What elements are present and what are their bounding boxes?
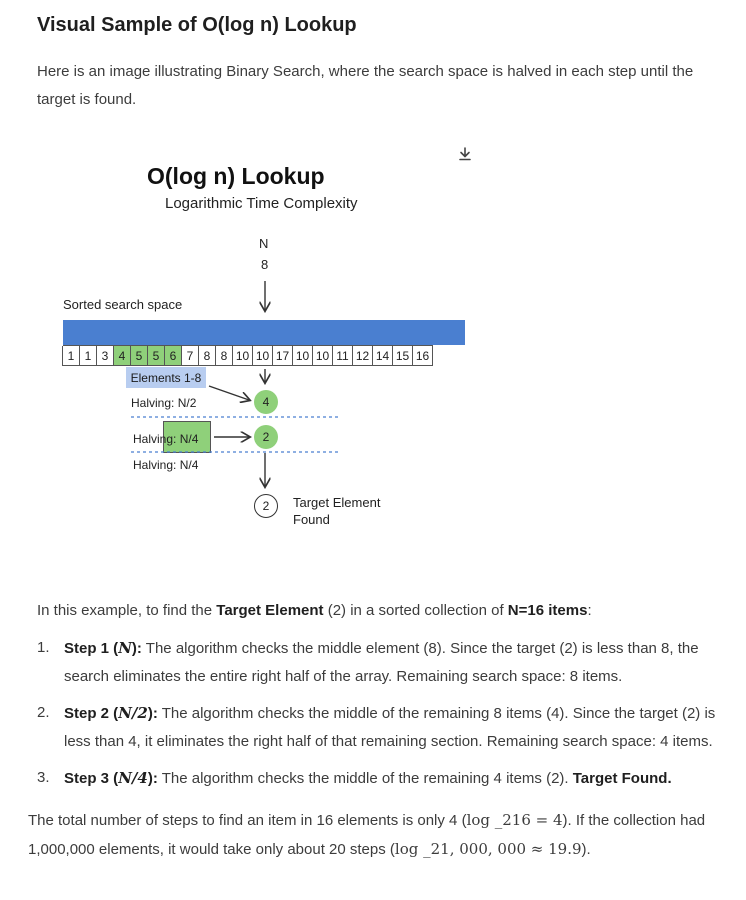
example-paragraph xyxy=(37,602,592,619)
halving-n4-label-2: Halving: N/4 xyxy=(133,458,199,472)
array-cell: 10 xyxy=(252,346,273,366)
arrow-to-4 xyxy=(209,386,249,400)
target-found-line2: Found xyxy=(293,512,330,527)
array-cell: 14 xyxy=(372,346,393,366)
target-found-line1: Target Element xyxy=(293,495,381,510)
step-text: The algorithm checks the middle of the remaining 8 items (4). Since the target (2) is less than 4, it eliminates the right half of that remaining section. Remaining search space: 4 items. xyxy=(64,705,716,750)
array-cell: 11 xyxy=(332,346,353,366)
step-label: Step 1 (N): xyxy=(64,639,142,657)
array-cell: 3 xyxy=(96,346,114,366)
array-cell: 8 xyxy=(198,346,216,366)
elements-range-label: Elements 1-8 xyxy=(126,367,206,388)
para-mid: (2) in a sorted collection of xyxy=(323,602,508,619)
list-item xyxy=(37,764,737,793)
step-text: The algorithm checks the middle of the remaining 4 items (2). xyxy=(157,770,573,787)
halving-n2-label: Halving: N/2 xyxy=(131,396,197,410)
array-cell: 10 xyxy=(312,346,333,366)
step-label: Step 3 (N/4): xyxy=(64,769,158,787)
target-found-label xyxy=(293,494,380,528)
para-target: Target Element xyxy=(216,602,324,619)
section-heading: Visual Sample of O(log n) Lookup xyxy=(37,14,357,36)
step-text: The algorithm checks the middle element (8). Since the target (2) is less than 8, the search eliminates the entire right half of the array. Remaining search space: 8 items. xyxy=(64,640,699,685)
array-cell: 10 xyxy=(232,346,253,366)
figure-subtitle: Logarithmic Time Complexity xyxy=(165,195,358,212)
array-cell: 8 xyxy=(215,346,233,366)
array-cell: 1 xyxy=(62,346,80,366)
array-cell: 7 xyxy=(181,346,199,366)
para-post: : xyxy=(587,602,592,619)
search-space-label: Sorted search space xyxy=(63,297,183,312)
array-cell: 12 xyxy=(352,346,373,366)
array-cell: 15 xyxy=(392,346,413,366)
target-circle: 2 xyxy=(254,494,278,518)
step-number: 2. xyxy=(37,704,50,721)
array-cell: 17 xyxy=(272,346,293,366)
list-item xyxy=(37,634,737,691)
list-item xyxy=(37,699,737,756)
step-number: 3. xyxy=(37,769,50,786)
step-circle-2: 2 xyxy=(254,425,278,449)
n-value: 8 xyxy=(261,257,269,272)
closing-paragraph: The total number of steps to find an item in 16 elements is only 4 (log _216 = 4). If the collection had 1,000,000 elements, it would take only about 20 steps (log _21, 000, 000 ≈ 19.9). xyxy=(28,811,706,858)
array-cell: 16 xyxy=(412,346,433,366)
halving-n4-label: Halving: N/4 xyxy=(133,432,199,446)
step-label: Step 2 (N/2): xyxy=(64,704,158,722)
intro-text: Here is an image illustrating Binary Search, where the search space is halved in each step until the target is found. xyxy=(37,63,694,108)
array-cell: 4 xyxy=(113,346,131,366)
array-cell: 10 xyxy=(292,346,313,366)
step-number: 1. xyxy=(37,639,50,656)
n-label: N xyxy=(259,236,269,251)
step-circle-4: 4 xyxy=(254,390,278,414)
array-cell: 6 xyxy=(164,346,182,366)
step-found: Target Found. xyxy=(572,770,672,787)
steps-list xyxy=(37,634,737,801)
para-n: N=16 items xyxy=(507,602,588,619)
array-cell: 5 xyxy=(147,346,165,366)
figure-title: O(log n) Lookup xyxy=(147,163,325,189)
array-cell: 1 xyxy=(79,346,97,366)
array-cell: 5 xyxy=(130,346,148,366)
math-log16: log _216 = 4 xyxy=(466,811,563,829)
math-log1m: log _21, 000, 000 ≈ 19.9 xyxy=(394,840,582,858)
para-pre: In this example, to find the xyxy=(37,602,217,619)
